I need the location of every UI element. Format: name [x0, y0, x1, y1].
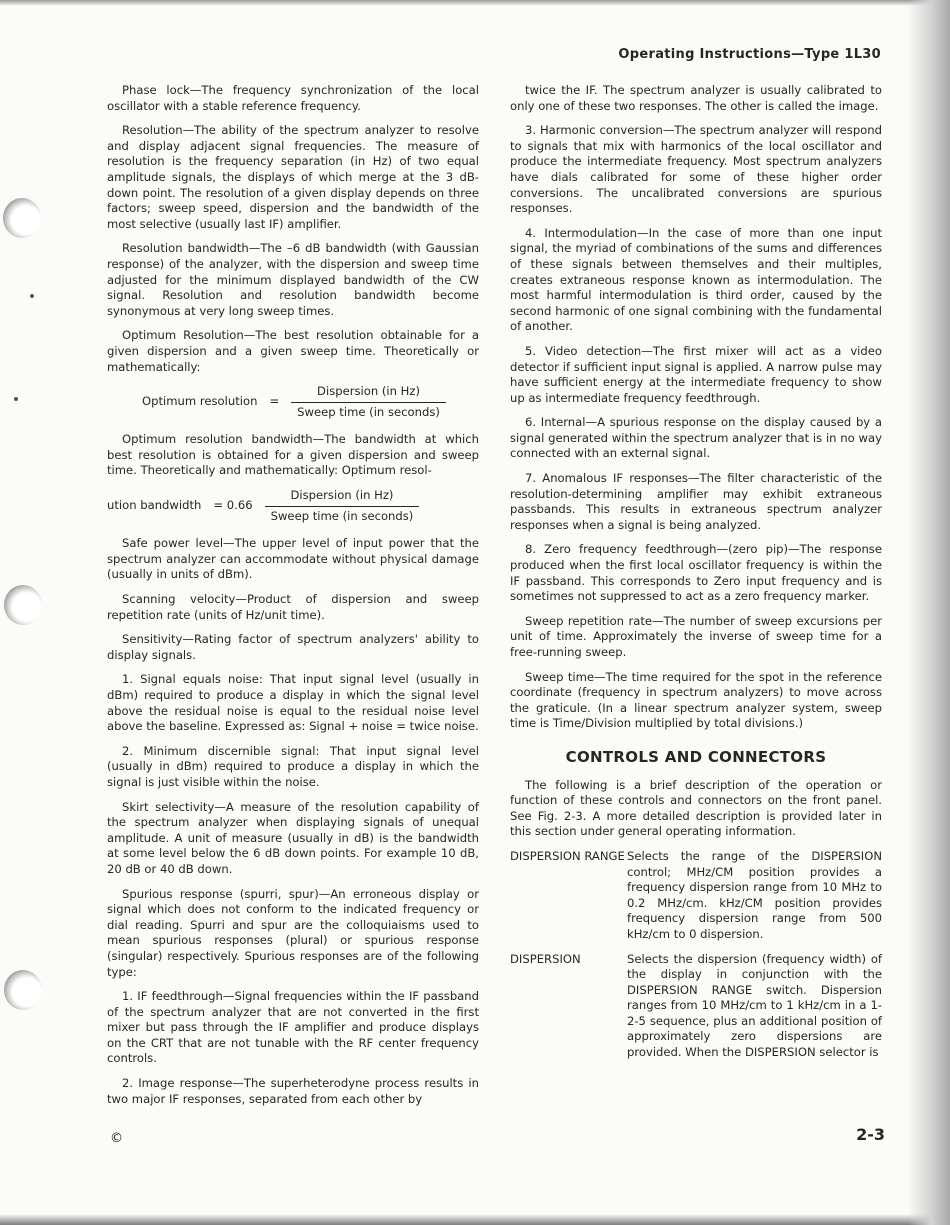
equation-optimum-resolution-bandwidth [107, 488, 479, 524]
binder-hole-3 [4, 970, 42, 1010]
paragraph: Sweep time—The time required for the spot in the reference coordinate (frequency in spectrum analyzers) to move across the graticule. (In a linear spectrum analyzer system, sweep time is Time/Division multiplied by total divisions.) [510, 669, 882, 731]
equation-numerator: Dispersion (in Hz) [290, 488, 394, 503]
paragraph: 8. Zero frequency feedthrough—(zero pip)—The response produced when the first local oscillator frequency is within the IF passband. This corresponds to Zero input frequency and is sometimes not suppressed to act as a zero frequency marker. [510, 542, 882, 604]
copyright-mark: © [110, 1131, 123, 1146]
scan-edge-right [908, 0, 950, 1225]
equation-fraction [265, 488, 420, 524]
paragraph: 5. Video detection—The first mixer will act as a video detector if sufficient input signal is applied. A narrow pulse may have sufficient energy at the intermediate frequency to show up as intermediate frequency feedthrough. [510, 343, 882, 405]
equation-denominator: Sweep time (in seconds) [291, 402, 446, 421]
control-description: Selects the dispersion (frequency width) of the display in conjunction with the DISPERSION RANGE switch. Dispersion ranges from 10 MHz/cm to 1 kHz/cm in a 1-2-5 sequence, plus an additional position of approximately zero dispersions are provided. When the DISPERSION selector is [627, 951, 882, 1060]
binder-hole-2 [4, 585, 42, 625]
control-entry-dispersion [510, 952, 882, 1061]
paragraph: Spurious response (spurri, spur)—An erroneous display or signal which does not conform to the indicated frequency or dial reading. Spurri and spur are the colloquiaisms used to mean spurious responses (plural) or spurious response (singular) respectively. Spurious responses are of the following type: [107, 886, 479, 979]
paragraph: Sweep repetition rate—The number of sweep excursions per unit of time. Approximately the inverse of sweep time for a free-running sweep. [510, 613, 882, 659]
paragraph: Scanning velocity—Product of dispersion and sweep repetition rate (units of Hz/unit time). [107, 592, 479, 622]
equation-optimum-resolution [107, 384, 479, 420]
control-description: Selects the range of the DISPERSION control; MHz/CM position provides a frequency dispersion range from 10 MHz to 0.2 MHz/cm. kHz/CM position provides frequency dispersion range from 500 kHz/cm to 0 dispersion. [627, 848, 882, 941]
paragraph: 2. Image response—The superheterodyne process results in two major IF responses, separated from each other by [107, 1076, 479, 1106]
paragraph: 4. Intermodulation—In the case of more than one input signal, the myriad of combinations of the sums and differences of these signals between themselves and their multiples, creates extraneous response known as intermodulation. The most harmful intermodulation is third order, caused by the second harmonic of one signal combining with the fundamental of another. [510, 225, 882, 334]
paragraph: twice the IF. The spectrum analyzer is usually calibrated to only one of these two responses. The other is called the image. [510, 83, 882, 113]
paragraph: The following is a brief description of the operation or function of these controls and connectors on the front panel. See Fig. 2-3. A more detailed description is provided later in this section under general operating information. [510, 777, 882, 839]
equation-operator: = [269, 394, 280, 409]
equation-fraction [291, 384, 446, 420]
paragraph: Resolution—The ability of the spectrum analyzer to resolve and display adjacent signal frequencies. The measure of resolution is the frequency separation (in Hz) of two equal amplitude signals, the displays of which merge at the 3 dB-down point. The resolution of a given display depends on three factors; sweep speed, dispersion and the bandwidth of the most selective (usually last IF) amplifier. [107, 123, 479, 231]
paragraph: 1. IF feedthrough—Signal frequencies within the IF passband of the spectrum analyzer that are not converted in the first mixer but pass through the IF amplifier and produce displays on the CRT that are not tunable with the RF center frequency controls. [107, 989, 479, 1066]
paragraph: Safe power level—The upper level of input power that the spectrum analyzer can accommodate without physical damage (usually in units of dBm). [107, 536, 479, 582]
equation-lhs: Optimum resolution [142, 394, 258, 409]
paragraph: Optimum Resolution—The best resolution obtainable for a given dispersion and a given sweep time. Theoretically or mathematically: [107, 328, 479, 374]
paragraph: 7. Anomalous IF responses—The filter characteristic of the resolution-determining amplifier may exhibit extraneous passbands. This results in extraneous spectrum analyzer responses when a signal is being analyzed. [510, 471, 882, 532]
equation-lhs: ution bandwidth [107, 498, 202, 513]
equation-operator: = 0.66 [213, 498, 253, 513]
binder-hole-1 [3, 198, 41, 238]
paragraph: Resolution bandwidth—The –6 dB bandwidth (with Gaussian response) of the analyzer, with the dispersion and sweep time adjusted for the minimum displayed bandwidth of the CW signal. Resolution and resolution bandwidth become synonymous at very long sweep times. [107, 241, 479, 318]
paragraph: 1. Signal equals noise: That input signal level (usually in dBm) required to produce a display in which the signal level above the residual noise is equal to the residual noise level above the baseline. Expressed as: Signal + noise = twice noise. [107, 672, 479, 734]
equation-numerator: Dispersion (in Hz) [317, 384, 420, 399]
paragraph: Phase lock—The frequency synchronization of the local oscillator with a stable reference frequency. [107, 83, 479, 113]
equation-denominator: Sweep time (in seconds) [265, 506, 420, 525]
paragraph: Sensitivity—Rating factor of spectrum analyzers' ability to display signals. [107, 632, 479, 662]
section-heading: CONTROLS AND CONNECTORS [565, 747, 827, 766]
control-name: DISPERSION RANGE [510, 848, 625, 863]
page-number: 2-3 [856, 1125, 885, 1144]
paragraph: Skirt selectivity—A measure of the resolution capability of the spectrum analyzer when displaying signals of unequal amplitude. A unit of measure (usually in dB) is the bandwidth at some level below the 6 dB down points. For example 10 dB, 20 dB or 40 dB down. [107, 799, 479, 876]
scan-speck [30, 294, 34, 298]
right-column [510, 83, 882, 1070]
paragraph: 2. Minimum discernible signal: That input signal level (usually in dBm) required to produce a display in which the signal is just visible within the noise. [107, 743, 479, 789]
paragraph: Optimum resolution bandwidth—The bandwidth at which best resolution is obtained for a given dispersion and sweep time. Theoretically and mathematically: Optimum resol- [107, 432, 479, 478]
scan-edge-top [0, 0, 950, 6]
paragraph: 6. Internal—A spurious response on the display caused by a signal generated within the spectrum analyzer that is in no way connected with an external signal. [510, 415, 882, 461]
paragraph: 3. Harmonic conversion—The spectrum analyzer will respond to signals that mix with harmonics of the local oscillator and produce the intermediate frequency. Most spectrum analyzers have dials calibrated for some of these higher order conversions. The uncalibrated conversions are spurious responses. [510, 123, 882, 216]
scan-speck [14, 397, 18, 401]
control-name: DISPERSION [510, 951, 581, 966]
left-column [107, 83, 479, 1116]
control-entry-dispersion-range [510, 849, 882, 943]
scan-edge-bottom [0, 1214, 950, 1225]
running-header: Operating Instructions—Type 1L30 [618, 47, 881, 62]
